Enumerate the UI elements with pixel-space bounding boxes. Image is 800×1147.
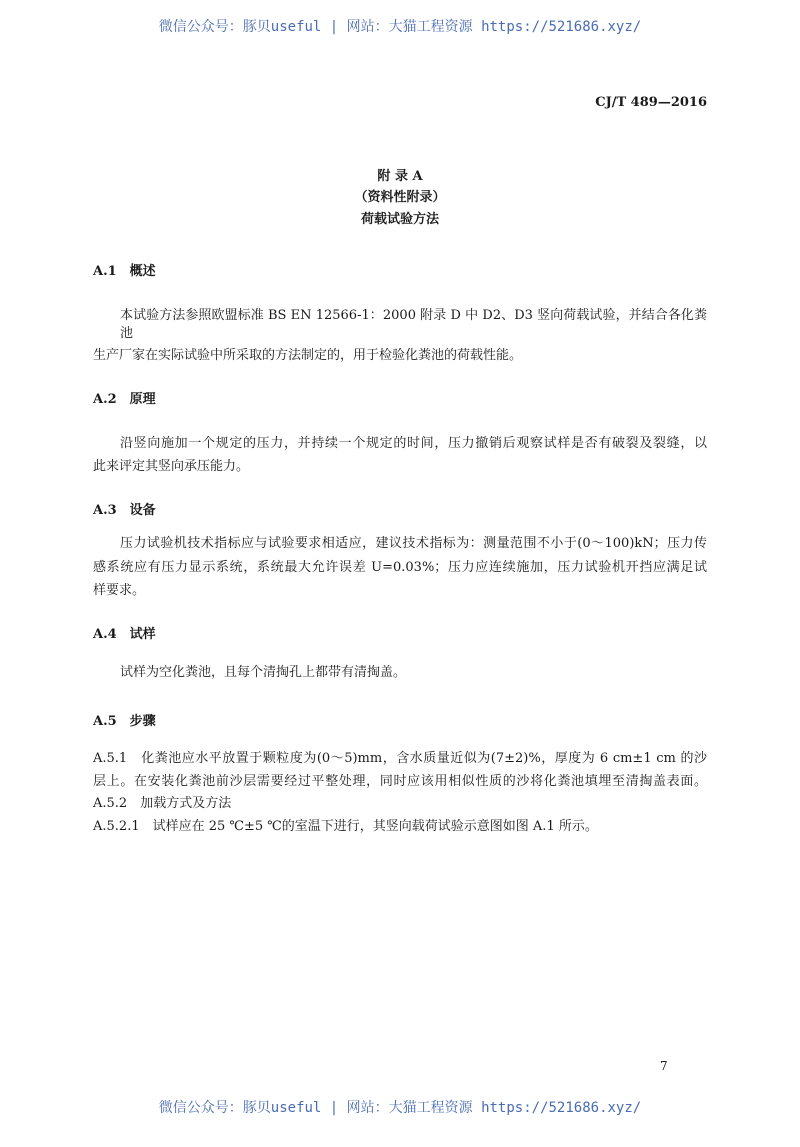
- clause-a5-1-line: A.5.1 化粪池应水平放置于颗粒度为(0～5)mm，含水质量近似为(7±2)%，厚度为 6 cm±1 cm 的沙: [93, 751, 707, 766]
- paragraph-line: 沿竖向施加一个规定的压力，并持续一个规定的时间，压力撤销后观察试样是否有破裂及裂缝，以: [120, 436, 707, 451]
- paragraph-line: 生产厂家在实际试验中所采取的方法制定的，用于检验化粪池的荷载性能。: [93, 348, 523, 363]
- paragraph-line: 此来评定其竖向承压能力。: [93, 459, 250, 474]
- clause-a5-2-heading: A.5.2 加载方式及方法: [93, 796, 232, 811]
- paragraph-line: 试样为空化粪池，且每个清掏孔上都带有清掏盖。: [120, 665, 407, 680]
- paragraph-line: 本试验方法参照欧盟标准 BS EN 12566-1：2000 附录 D 中 D2、D3 竖向荷载试验，并结合各化粪池: [120, 308, 707, 341]
- paragraph-line: 压力试验机技术指标应与试验要求相适应，建议技术指标为：测量范围不小于(0～100)kN；压力传: [120, 536, 707, 551]
- appendix-label: 附 录 A: [377, 169, 423, 184]
- document-code: CJ/T 489—2016: [595, 95, 707, 110]
- clause-a5-1-line: 层上。在安装化粪池前沙层需要经过平整处理，同时应该用相似性质的沙将化粪池填埋至清掏盖表面。: [93, 774, 707, 789]
- appendix-type: （资料性附录）: [354, 190, 446, 205]
- appendix-title: 荷载试验方法: [360, 212, 439, 227]
- watermark-top: 微信公众号：豚贝useful | 网站：大猫工程资源 https://521686.xyz/: [158, 19, 642, 35]
- section-heading-a1: A.1 概述: [93, 264, 156, 279]
- watermark-bottom: 微信公众号：豚贝useful | 网站：大猫工程资源 https://521686.xyz/: [158, 1100, 642, 1116]
- clause-a5-2-1: A.5.2.1 试样应在 25 ℃±5 ℃的室温下进行，其竖向载荷试验示意图如图 A.1 所示。: [93, 819, 598, 834]
- section-heading-a5: A.5 步骤: [93, 714, 156, 729]
- page-number: 7: [660, 1059, 668, 1073]
- section-heading-a4: A.4 试样: [93, 627, 156, 642]
- paragraph-line: 样要求。: [93, 583, 146, 598]
- section-heading-a2: A.2 原理: [93, 392, 156, 407]
- paragraph-line: 感系统应有压力显示系统，系统最大允许误差 U=0.03%；压力应连续施加，压力试验机开挡应满足试: [93, 560, 707, 575]
- section-heading-a3: A.3 设备: [93, 503, 156, 518]
